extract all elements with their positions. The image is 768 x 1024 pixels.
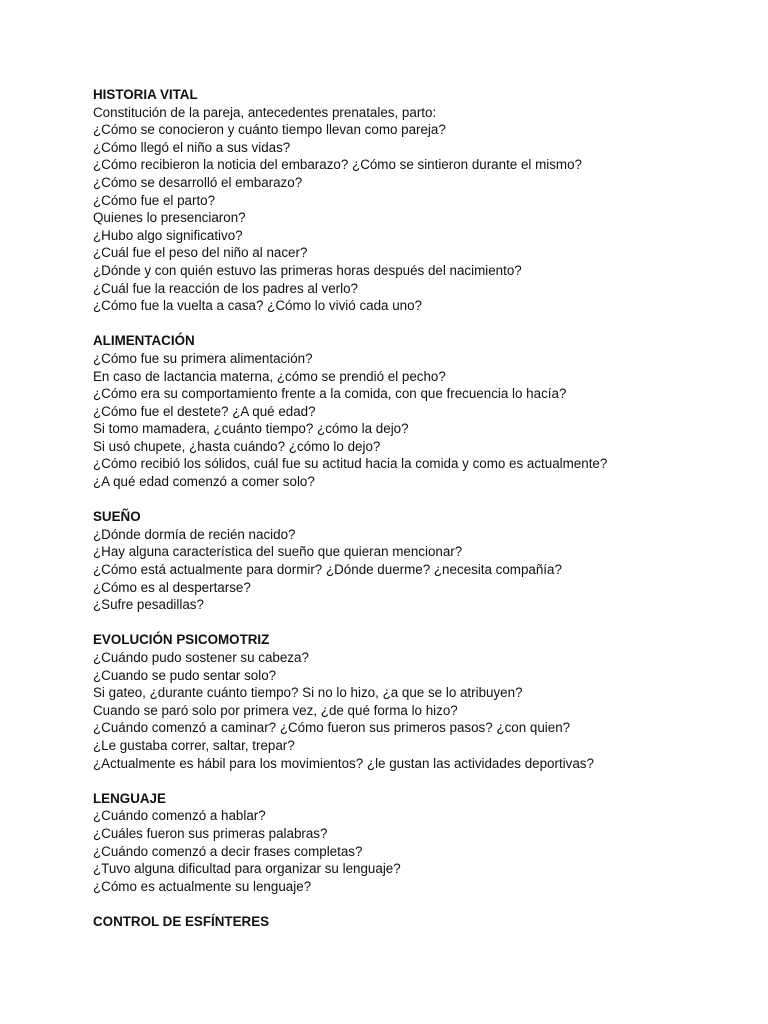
question-line: ¿Cómo fue su primera alimentación? [93, 350, 313, 366]
question-line: ¿Cómo se conocieron y cuánto tiempo llevan como pareja? [93, 122, 446, 138]
question-line: ¿Actualmente es hábil para los movimientos? ¿le gustan las actividades deportivas? [93, 755, 594, 771]
question-line: ¿Hubo algo significativo? [93, 227, 243, 243]
question-line: ¿Sufre pesadillas? [93, 597, 204, 613]
question-line: ¿Dónde dormía de recién nacido? [93, 526, 296, 542]
question-line: ¿Cómo llegó el niño a sus vidas? [93, 139, 291, 155]
question-line: ¿Le gustaba correr, saltar, trepar? [93, 737, 295, 753]
question-line: ¿Cómo fue el parto? [93, 192, 216, 208]
question-line: Quienes lo presenciaron? [93, 210, 246, 226]
section-historia-vital [93, 86, 733, 315]
question-line: ¿Cuándo comenzó a caminar? ¿Cómo fueron sus primeros pasos? ¿con quien? [93, 720, 571, 736]
question-line: En caso de lactancia materna, ¿cómo se prendió el pecho? [93, 368, 446, 384]
question-line: Si tomo mamadera, ¿cuánto tiempo? ¿cómo la dejo? [93, 421, 409, 437]
question-line: ¿Cómo fue la vuelta a casa? ¿Cómo lo vivió cada uno? [93, 298, 422, 314]
section-heading: EVOLUCIÓN PSICOMOTRIZ [93, 632, 270, 648]
section-heading: HISTORIA VITAL [93, 87, 198, 102]
section-heading: ALIMENTACIÓN [93, 333, 195, 349]
question-line: ¿Cómo se desarrolló el embarazo? [93, 174, 303, 190]
question-line: ¿A qué edad comenzó a comer solo? [93, 474, 315, 490]
question-line: ¿Hay alguna característica del sueño que quieran mencionar? [93, 544, 463, 560]
question-line: ¿Cuándo comenzó a hablar? [93, 808, 266, 824]
section-heading: LENGUAJE [93, 790, 166, 806]
question-line: ¿Tuvo alguna dificultad para organizar su lenguaje? [93, 861, 401, 877]
question-line: Si gateo, ¿durante cuánto tiempo? Si no lo hizo, ¿a que se lo atribuyen? [93, 685, 523, 701]
question-line: ¿Cómo fue el destete? ¿A qué edad? [93, 403, 316, 419]
document-page [93, 86, 733, 948]
question-line: ¿Cómo está actualmente para dormir? ¿Dónde duerme? ¿necesita compañía? [93, 562, 562, 578]
section-sueno [93, 508, 733, 614]
question-line: ¿Cuál fue el peso del niño al nacer? [93, 245, 308, 261]
question-line: Cuando se paró solo por primera vez, ¿de qué forma lo hizo? [93, 702, 458, 718]
question-line: ¿Cómo es al despertarse? [93, 579, 251, 595]
section-alimentacion [93, 332, 733, 490]
question-line: ¿Dónde y con quién estuvo las primeras horas después del nacimiento? [93, 262, 522, 278]
question-line: ¿Cuáles fueron sus primeras palabras? [93, 825, 328, 841]
question-line: ¿Cómo es actualmente su lenguaje? [93, 878, 312, 894]
question-line: ¿Cuál fue la reacción de los padres al verlo? [93, 280, 358, 296]
section-lenguaje [93, 790, 733, 896]
section-evolucion-psicomotriz [93, 631, 733, 772]
section-heading: SUEÑO [93, 509, 141, 525]
question-line: ¿Cómo era su comportamiento frente a la comida, con que frecuencia lo hacía? [93, 386, 567, 402]
question-line: Constitución de la pareja, antecedentes prenatales, parto: [93, 104, 437, 120]
question-line: ¿Cuando se pudo sentar solo? [93, 667, 277, 683]
question-line: ¿Cómo recibió los sólidos, cuál fue su actitud hacia la comida y como es actualmente? [93, 456, 608, 472]
question-line: ¿Cuándo pudo sostener su cabeza? [93, 650, 309, 665]
section-heading: CONTROL DE ESFÍNTERES [93, 913, 270, 929]
question-line: ¿Cuándo comenzó a decir frases completas? [93, 843, 363, 859]
section-control-de-esfinteres [93, 913, 733, 931]
question-line: ¿Cómo recibieron la noticia del embarazo? ¿Cómo se sintieron durante el mismo? [93, 157, 582, 173]
question-line: Si usó chupete, ¿hasta cuándo? ¿cómo lo dejo? [93, 438, 381, 454]
